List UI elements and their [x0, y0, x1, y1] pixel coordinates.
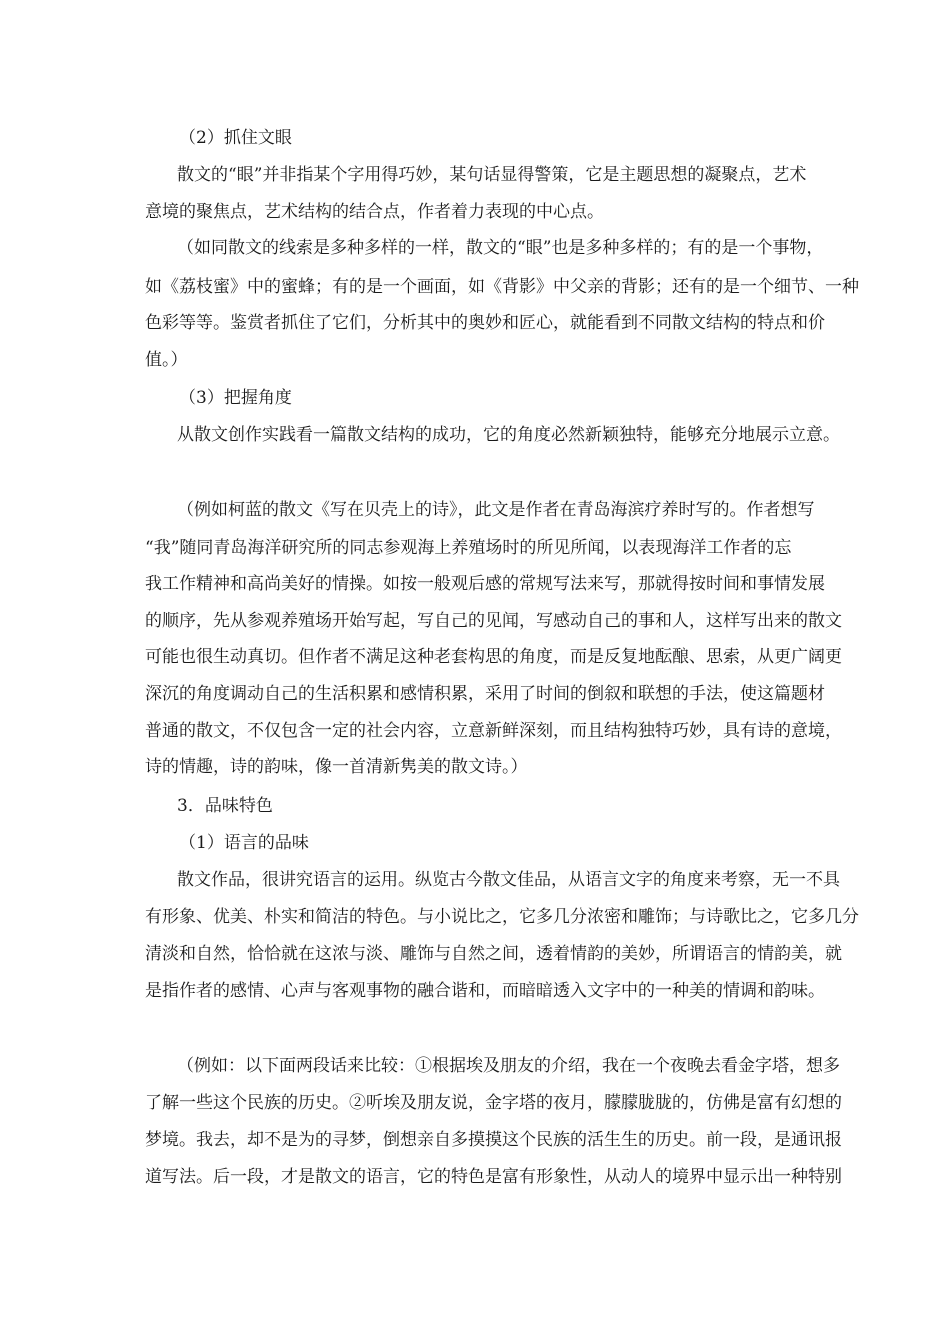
paragraph-line: 梦境。我去，却不是为的寻梦，倒想亲自多摸摸这个民族的活生生的历史。前一段，是通讯报	[145, 1130, 842, 1150]
paragraph-line: 了解一些这个民族的历史。②听埃及朋友说，金字塔的夜月，朦朦胧胧的，仿佛是富有幻想的	[145, 1093, 842, 1113]
paragraph-line: 如《荔枝蜜》中的蜜蜂；有的是一个画面，如《背影》中父亲的背影；还有的是一个细节、一种	[145, 277, 859, 297]
paragraph-line: 的顺序，先从参观养殖场开始写起，写自己的见闻，写感动自己的事和人，这样写出来的散文	[145, 611, 842, 631]
paragraph-line: 普通的散文，不仅包含一定的社会内容，立意新鲜深刻，而且结构独特巧妙，具有诗的意境，	[145, 721, 842, 741]
paragraph-line: 诗的情趣，诗的韵味，像一首清新隽美的散文诗。）	[145, 757, 528, 777]
section-heading-taste-features: 3．品味特色	[177, 796, 273, 816]
paragraph-line: 散文作品，很讲究语言的运用。纵览古今散文佳品，从语言文字的角度来考察，无一不具	[177, 870, 840, 890]
paragraph-line: （例如：以下面两段话来比较：①根据埃及朋友的介绍，我在一个夜晚去看金字塔，想多	[177, 1056, 840, 1076]
paragraph-line: 意境的聚焦点，艺术结构的结合点，作者着力表现的中心点。	[145, 202, 604, 222]
paragraph-line: 可能也很生动真切。但作者不满足这种老套构思的角度，而是反复地酝酿、思索，从更广阔更	[145, 647, 842, 667]
paragraph-line: （如同散文的线索是多种多样的一样，散文的“眼”也是多种多样的；有的是一个事物，	[177, 238, 824, 258]
paragraph-line: 色彩等等。鉴赏者抓住了它们，分析其中的奥妙和匠心，就能看到不同散文结构的特点和价	[145, 313, 825, 333]
paragraph-line: 道写法。后一段，才是散文的语言，它的特色是富有形象性，从动人的境界中显示出一种特别	[145, 1167, 842, 1187]
paragraph-line: 值。）	[145, 350, 188, 370]
subheading-language-taste: （1）语言的品味	[179, 833, 309, 853]
paragraph-line: 深沉的角度调动自己的生活积累和感情积累，采用了时间的倒叙和联想的手法，使这篇题材	[145, 684, 825, 704]
subheading-grasp-text-eye: （2）抓住文眼	[179, 128, 292, 148]
paragraph-line: “我”随同青岛海洋研究所的同志参观海上养殖场时的所见所闻，以表现海洋工作者的忘	[145, 538, 792, 558]
paragraph-line: 有形象、优美、朴实和简洁的特色。与小说比之，它多几分浓密和雕饰；与诗歌比之，它多几分	[145, 907, 859, 927]
subheading-grasp-angle: （3）把握角度	[179, 388, 292, 408]
paragraph-line: （例如柯蓝的散文《写在贝壳上的诗》，此文是作者在青岛海滨疗养时写的。作者想写	[177, 500, 815, 520]
paragraph-line: 我工作精神和高尚美好的情操。如按一般观后感的常规写法来写，那就得按时间和事情发展	[145, 574, 825, 594]
paragraph-line: 是指作者的感情、心声与客观事物的融合谐和，而暗暗透入文字中的一种美的情调和韵味。	[145, 981, 825, 1001]
paragraph-line: 从散文创作实践看一篇散文结构的成功，它的角度必然新颖独特，能够充分地展示立意。	[177, 425, 840, 445]
paragraph-line: 清淡和自然，恰恰就在这浓与淡、雕饰与自然之间，透着情韵的美妙，所谓语言的情韵美，就	[145, 944, 842, 964]
paragraph-line: 散文的“眼”并非指某个字用得巧妙，某句话显得警策，它是主题思想的凝聚点，艺术	[177, 165, 807, 185]
